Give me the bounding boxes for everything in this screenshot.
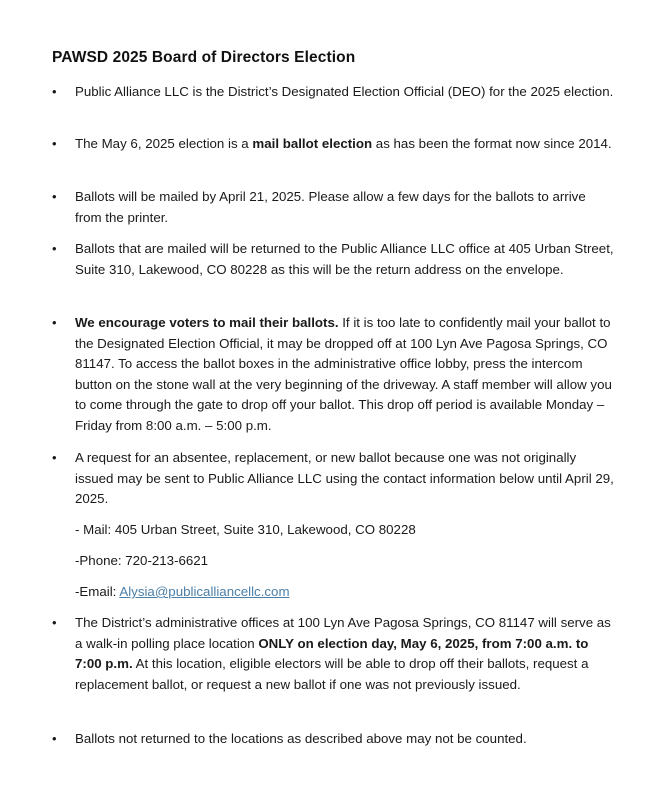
- list-item-text: A request for an absentee, replacement, or new ballot because one was not originally issued may be sent to Public Alliance LLC using the contact information below until April 29, 2025.: [75, 450, 614, 506]
- text-segment: If it is too late to confidently mail your ballot to the Designated Election Official, it may be dropped off at 100 Lyn Ave Pagosa Springs, CO 81147. To access the ballot boxes in the administrative office lobby, press the intercom button on the stone wall at the very beginning of the driveway. A staff member will allow you to come through the gate to drop off your ballot. This drop off period is available Monday – Friday from 8:00 a.m. – 5:00 p.m.: [75, 315, 612, 433]
- bullet-icon: •: [52, 241, 57, 256]
- contact-mail: - Mail: 405 Urban Street, Suite 310, Lakewood, CO 80228: [75, 522, 416, 537]
- bold-text: mail ballot election: [252, 136, 373, 151]
- bullet-icon: •: [52, 84, 57, 99]
- bullet-icon: •: [52, 136, 57, 151]
- bold-text: ONLY on election day, May 6, 2025, from 7:00 a.m. to 7:00 p.m.: [75, 635, 589, 671]
- text-segment: The District’s administrative offices at 100 Lyn Ave Pagosa Springs, CO 81147 will serve as a walk-in polling place location: [75, 615, 611, 651]
- list-item-text: [75, 313, 615, 436]
- list-item-text: Ballots that are mailed will be returned to the Public Alliance LLC office at 405 Urban Street, Suite 310, Lakewood, CO 80228 as this will be the return address on the envelope.: [75, 241, 614, 277]
- text-segment: The May 6, 2025 election is a: [75, 136, 253, 151]
- list-item-text: [75, 613, 615, 695]
- contact-email-row: [75, 582, 290, 602]
- contact-phone: -Phone: 720-213-6621: [75, 553, 209, 568]
- page-title: PAWSD 2025 Board of Directors Election: [52, 49, 356, 66]
- list-item-text: [75, 134, 615, 155]
- text-segment: At this location, eligible electors will be able to drop off their ballots, request a replacement ballot, or request a new ballot if one was not previously issued.: [75, 656, 589, 692]
- contact-email-label: -Email:: [75, 584, 120, 599]
- bullet-icon: •: [52, 450, 57, 465]
- bullet-icon: •: [52, 189, 57, 204]
- bullet-icon: •: [52, 731, 57, 746]
- text-segment: as has been the format now since 2014.: [372, 136, 612, 151]
- list-item-text: Ballots will be mailed by April 21, 2025. Please allow a few days for the ballots to arrive from the printer.: [75, 189, 586, 225]
- email-link[interactable]: Alysia@publicalliancellc.com: [119, 584, 290, 599]
- list-item-text: Public Alliance LLC is the District’s Designated Election Official (DEO) for the 2025 election.: [75, 84, 614, 99]
- bold-text: We encourage voters to mail their ballots.: [75, 315, 339, 330]
- list-item-text: Ballots not returned to the locations as described above may not be counted.: [75, 731, 527, 746]
- bullet-icon: •: [52, 615, 57, 630]
- bullet-icon: •: [52, 315, 57, 330]
